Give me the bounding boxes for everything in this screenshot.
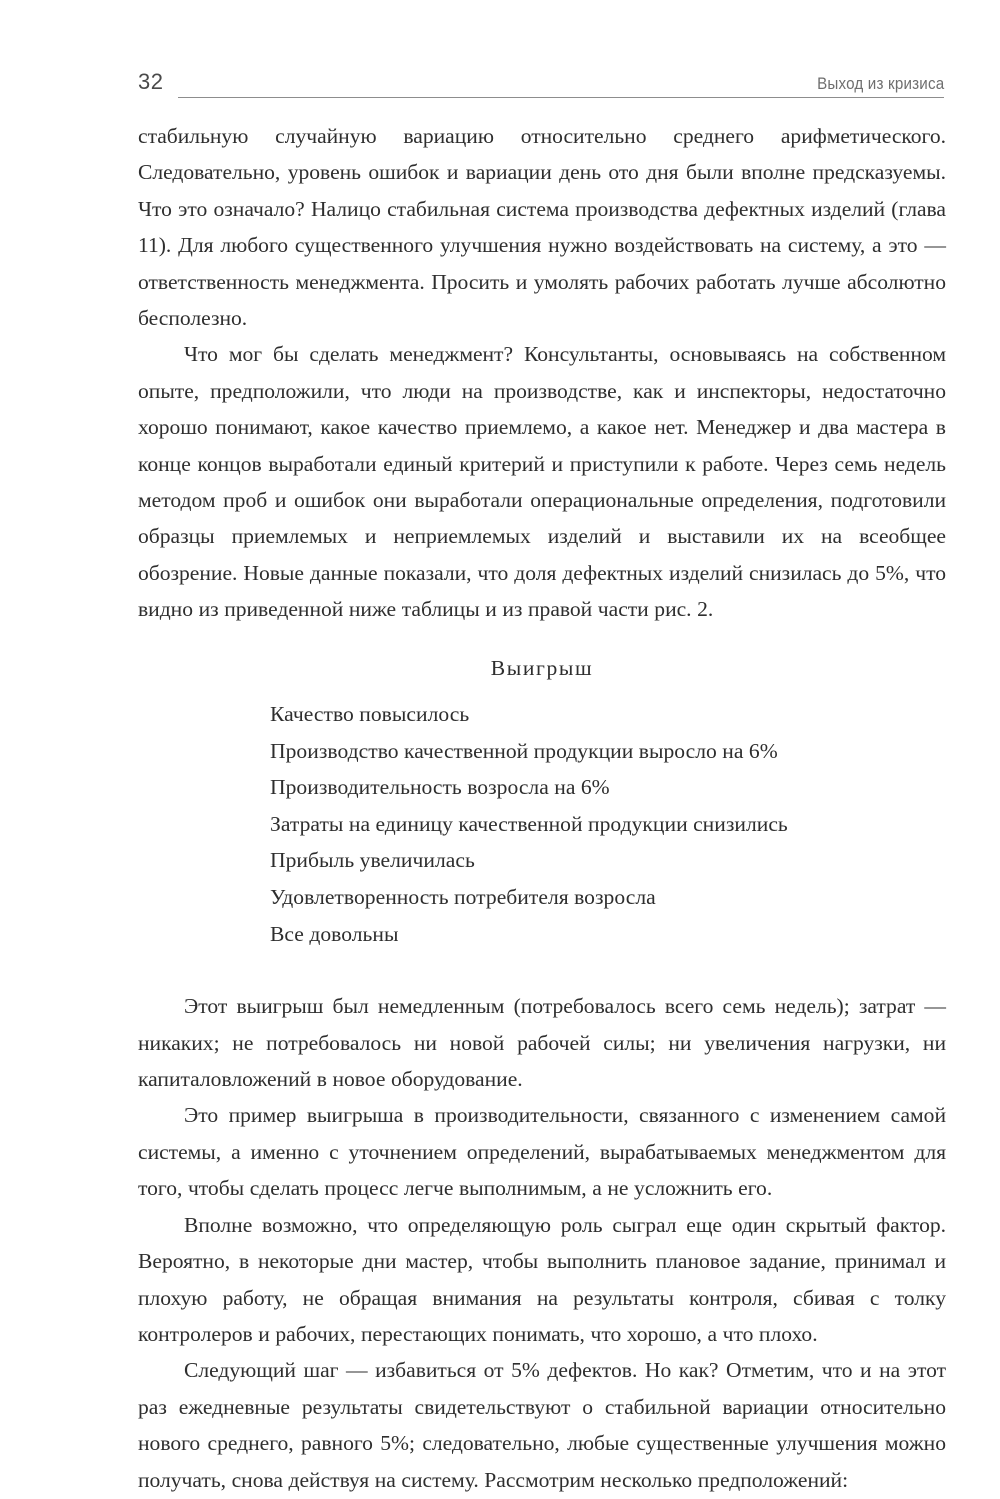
list-item: Затраты на единицу качественной продукции снизились (270, 811, 788, 836)
body-text-column (138, 118, 946, 1498)
header-divider-rule (178, 97, 944, 98)
list-item: Производство качественной продукции выросло на 6% (270, 738, 778, 763)
list-item: Прибыль увеличилась (270, 848, 475, 873)
page-header (138, 62, 944, 106)
list-item: Качество повысилось (270, 702, 470, 727)
running-title: Выход из кризиса (816, 75, 944, 93)
paragraph: Этот выигрыш был немедленным (потребовалось всего семь недель); затрат — никаких; не потребовалось ни новой рабочей силы; ни увеличения нагрузки, ни капиталовложений в новое оборудование. (138, 994, 946, 1092)
paragraph: Что мог бы сделать менеджмент? Консультанты, основываясь на собственном опыте, предположили, что люди на производстве, как и инспекторы, недостаточно хорошо понимают, какое качество приемлемо, а какое нет. Менеджер и два мастера в конце концов выработали единый критерий и приступили к работе. Через семь недель методом проб и ошибок они выработали операциональные определения, подготовили образцы приемлемых и неприемлемых изделий и выставили их на всеобщее обозрение. Новые данные показали, что доля дефектных изделий снизилась до 5%, что видно из приведенной ниже таблицы и из правой части рис. 2. (138, 342, 946, 622)
page-number: 32 (138, 69, 164, 94)
paragraph: Это пример выигрыша в производительности, связанного с изменением самой системы, а именно с уточнением определений, вырабатываемых менеджментом для того, чтобы сделать процесс легче выполнимым, а не усложнить его. (138, 1103, 946, 1201)
section-heading-gain: Выигрыш (490, 655, 594, 680)
list-item: Производительность возросла на 6% (270, 775, 610, 800)
list-item: Удовлетворенность потребителя возросла (270, 885, 656, 910)
list-spacer (138, 952, 946, 988)
gain-list (138, 696, 946, 952)
header-row (138, 62, 944, 94)
paragraph: Вполне возможно, что определяющую роль сыграл еще один скрытый фактор. Вероятно, в некоторые дни мастер, чтобы выполнить плановое задание, принимал и плохую работу, не обращая внимания на результаты контроля, сбивая с толку контролеров и рабочих, перестающих понимать, что хорошо, а что плохо. (138, 1212, 946, 1346)
list-item: Все довольны (270, 921, 399, 946)
paragraph: Следующий шаг — избавиться от 5% дефектов. Но как? Отметим, что и на этот раз ежедневные результаты свидетельствуют о стабильной вариации относительно нового среднего, равного 5%; следовательно, любые существенные улучшения можно получать, снова действуя на систему. Рассмотрим несколько предположений: (138, 1358, 946, 1492)
paragraph: стабильную случайную вариацию относительно среднего арифметического. Следовательно, уровень ошибок и вариации день ото дня были вполне предсказуемы. Что это означало? Налицо стабильная система производства дефектных изделий (глава 11). Для любого существенного улучшения нужно воздействовать на систему, а это — ответственность менеджмента. Просить и умолять рабочих работать лучше абсолютно бесполезно. (138, 124, 946, 331)
